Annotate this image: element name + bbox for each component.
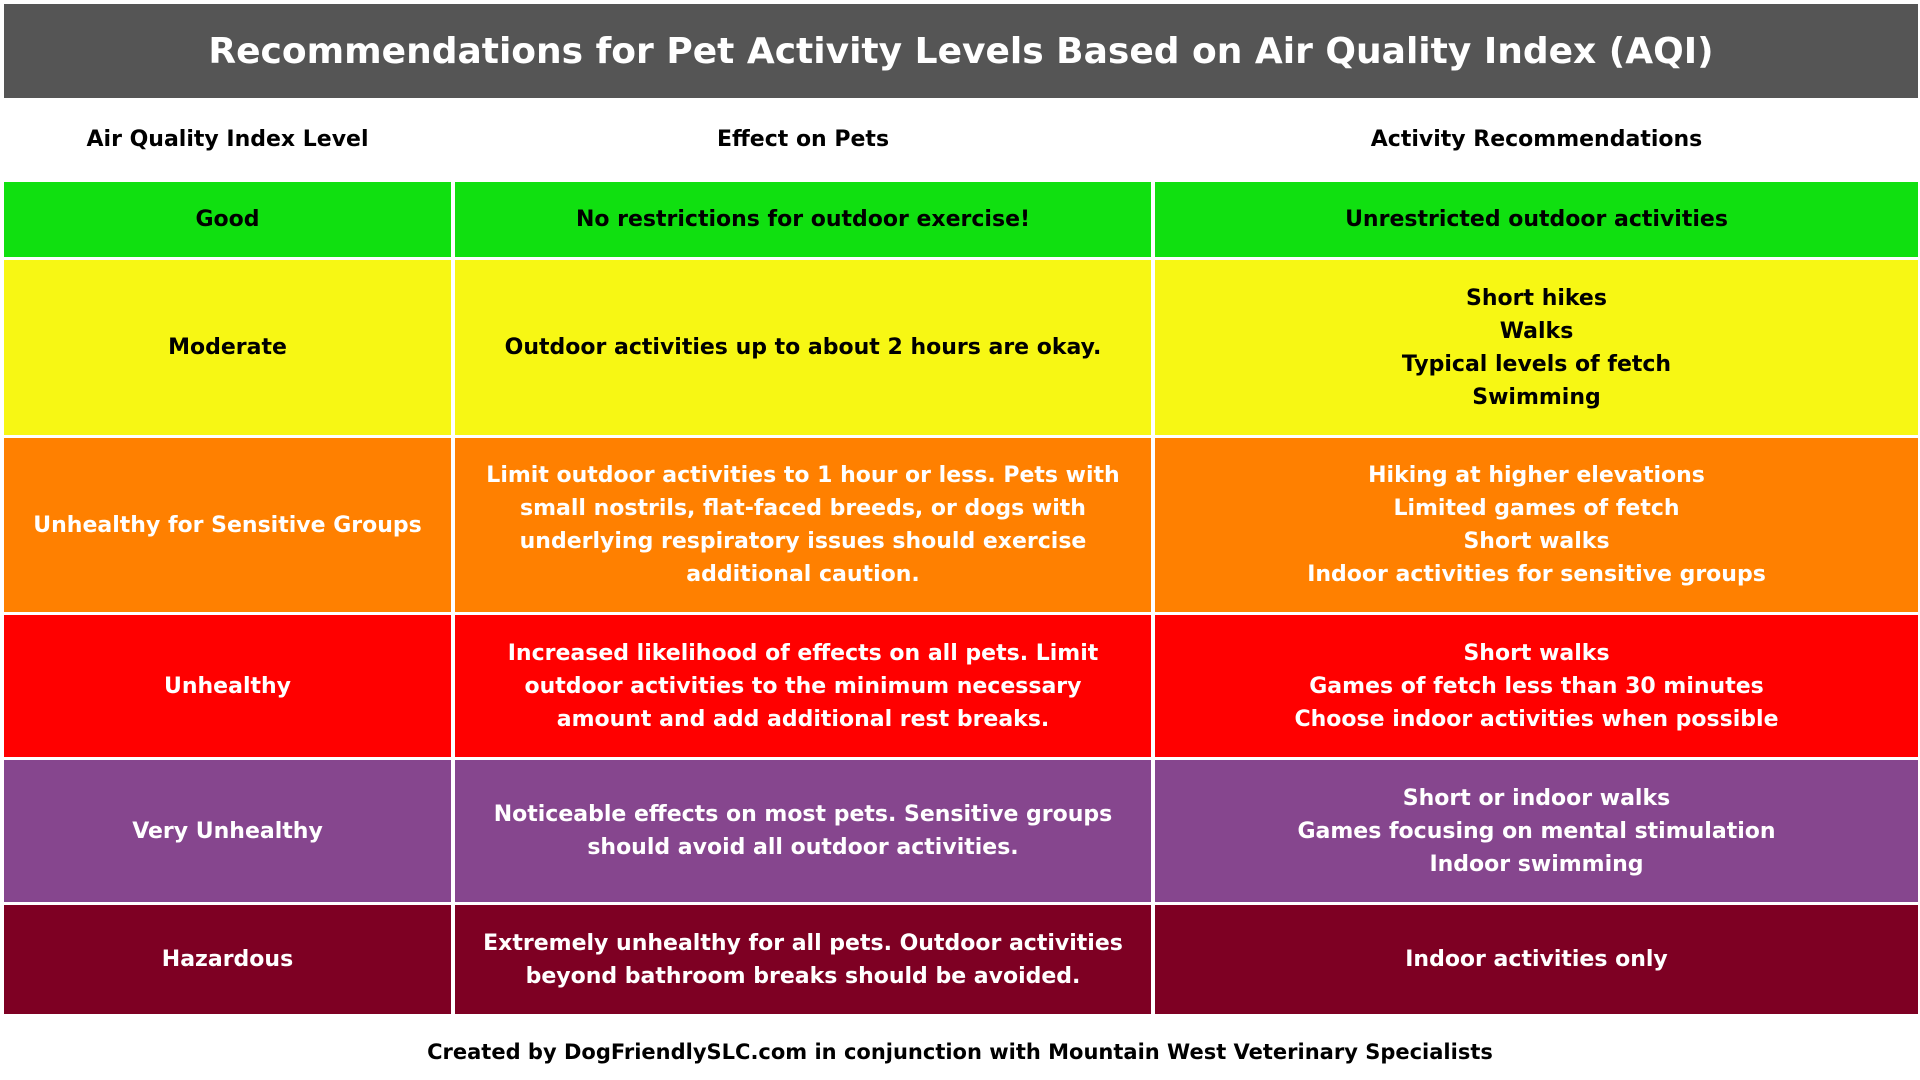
activity-item: Indoor activities only: [1405, 947, 1668, 972]
activity-item: Choose indoor activities when possible: [1294, 706, 1779, 732]
aqi-level-cell: [4, 615, 451, 757]
aqi-level-cell: [4, 905, 451, 1014]
activity-item: Games of fetch less than 30 minutes: [1309, 673, 1764, 699]
aqi-level-label: Very Unhealthy: [132, 818, 323, 844]
activity-item: Indoor swimming: [1429, 851, 1644, 877]
aqi-level-cell: [4, 760, 451, 902]
activity-item: Games focusing on mental stimulation: [1297, 818, 1776, 844]
effect-cell: [455, 760, 1151, 902]
effect-cell: [455, 438, 1151, 612]
activities-cell: [1155, 905, 1918, 1014]
aqi-level-label: Moderate: [168, 335, 287, 360]
effect-cell: [455, 905, 1151, 1014]
activity-item: Typical levels of fetch: [1401, 351, 1672, 377]
activity-item: Walks: [1499, 318, 1574, 344]
header-activities: Activity Recommendations: [1370, 126, 1703, 152]
activities-cell: [1155, 438, 1918, 612]
activities-cell: [1155, 760, 1918, 902]
aqi-level-label: Hazardous: [161, 947, 294, 972]
effect-cell: [455, 182, 1151, 257]
effect-cell: [455, 260, 1151, 435]
aqi-level-cell: [4, 260, 451, 435]
activity-item: Indoor activities for sensitive groups: [1307, 562, 1766, 587]
footer-credit: Created by DogFriendlySLC.com in conjunction with Mountain West Veterinary Specialists: [427, 1040, 1493, 1064]
activities-cell: [1155, 615, 1918, 757]
activity-item: Short walks: [1463, 529, 1610, 554]
activity-item: Short walks: [1463, 640, 1610, 666]
effect-text: Outdoor activities up to about 2 hours are okay.: [504, 335, 1102, 360]
effect-cell: [455, 615, 1151, 757]
activity-item: Swimming: [1472, 384, 1601, 410]
effect-text: Noticeable effects on most pets. Sensitive groups should avoid all outdoor activities.: [493, 802, 1113, 860]
page-title: Recommendations for Pet Activity Levels Based on Air Quality Index (AQI): [4, 4, 1918, 98]
effect-text: Increased likelihood of effects on all pets. Limit outdoor activities to the minimum necessary amount and add additional rest breaks.: [507, 640, 1099, 732]
effect-text: Limit outdoor activities to 1 hour or less. Pets with small nostrils, flat-faced breeds, or dogs with underlying respiratory issues should exercise additional caution.: [486, 463, 1120, 587]
activity-item: Short or indoor walks: [1402, 785, 1671, 811]
activity-item: Unrestricted outdoor activities: [1345, 207, 1728, 232]
header-effect: Effect on Pets: [716, 126, 890, 152]
activity-item: Hiking at higher elevations: [1368, 463, 1705, 488]
aqi-level-label: Unhealthy for Sensitive Groups: [33, 512, 422, 538]
aqi-level-label: Good: [195, 207, 260, 232]
header-aqi-level: Air Quality Index Level: [86, 126, 369, 152]
effect-text: No restrictions for outdoor exercise!: [575, 207, 1031, 232]
aqi-level-cell: [4, 182, 451, 257]
activity-item: Limited games of fetch: [1393, 496, 1680, 521]
activities-cell: [1155, 182, 1918, 257]
aqi-level-label: Unhealthy: [163, 673, 291, 699]
aqi-level-cell: [4, 438, 451, 612]
effect-text: Extremely unhealthy for all pets. Outdoor activities beyond bathroom breaks should be avoided.: [483, 930, 1123, 989]
activities-cell: [1155, 260, 1918, 435]
activity-item: Short hikes: [1466, 285, 1607, 311]
